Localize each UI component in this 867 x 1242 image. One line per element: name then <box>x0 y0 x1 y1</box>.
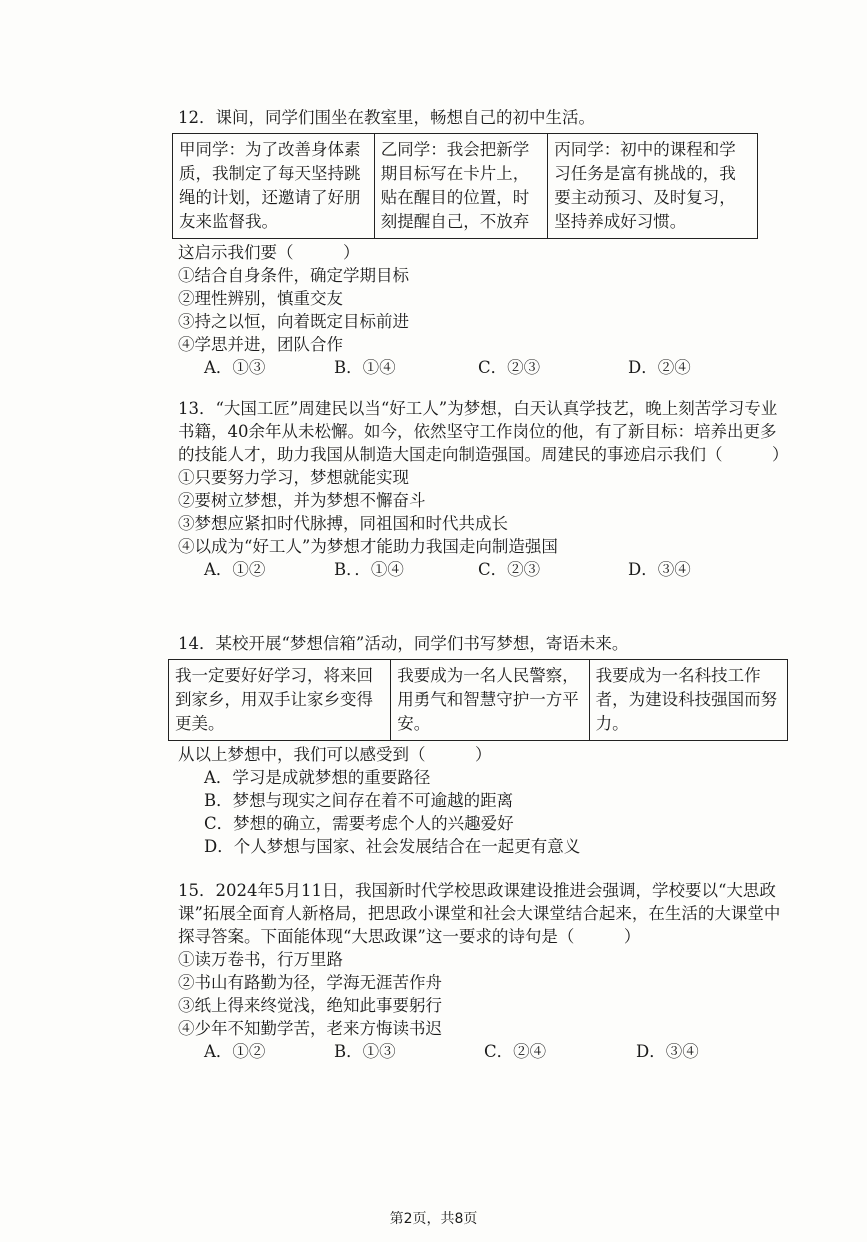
question-15 <box>178 879 788 1063</box>
question-12-table <box>172 133 758 239</box>
question-12-choices <box>178 356 788 379</box>
choice-d[interactable]: D．③④ <box>628 560 691 579</box>
table-cell: 乙同学：我会把新学期目标写在卡片上，贴在醒目的位置，时刻提醒自己，不放弃 <box>374 134 548 239</box>
question-15-choices <box>178 1040 788 1063</box>
choice-d[interactable]: D．②④ <box>628 358 691 377</box>
question-14-options <box>178 766 788 858</box>
table-cell: 我一定要好好学习，将来回到家乡，用双手让家乡变得更美。 <box>169 660 391 741</box>
choice-d[interactable]: D．个人梦想与国家、社会发展结合在一起更有意义 <box>204 837 581 856</box>
choice-b[interactable]: B．①③ <box>334 1042 396 1061</box>
table-cell: 我要成为一名人民警察，用勇气和智慧守护一方平安。 <box>391 660 589 741</box>
question-12 <box>178 106 788 379</box>
table-cell: 我要成为一名科技工作者，为建设科技强国而努力。 <box>589 660 787 741</box>
statement-item: ②书山有路勤为径，学海无涯苦作舟 <box>178 973 442 992</box>
statement-item: ③纸上得来终觉浅，绝知此事要躬行 <box>178 996 442 1015</box>
choice-c[interactable]: C．②④ <box>484 1042 547 1061</box>
statement-item: ①读万卷书，行万里路 <box>178 950 343 969</box>
statement-item: ③持之以恒，向着既定目标前进 <box>178 312 409 331</box>
statement-item: ②理性辨别，慎重交友 <box>178 289 343 308</box>
choice-a[interactable]: A．①③ <box>204 358 266 377</box>
question-14-table <box>168 659 788 741</box>
statement-item: ④学思并进，团队合作 <box>178 335 343 354</box>
question-14-stem: 14．某校开展“梦想信箱”活动，同学们书写梦想，寄语未来。 <box>178 634 629 653</box>
table-cell: 丙同学：初中的课程和学习任务是富有挑战的，我要主动预习、及时复习，坚持养成好习惯。 <box>548 134 758 239</box>
choice-a[interactable]: A．学习是成就梦想的重要路径 <box>204 768 431 787</box>
choice-b[interactable]: B．梦想与现实之间存在着不可逾越的距离 <box>204 791 514 810</box>
statement-item: ②要树立梦想，并为梦想不懈奋斗 <box>178 491 426 510</box>
statement-item: ①结合自身条件，确定学期目标 <box>178 266 409 285</box>
question-13-choices <box>178 558 788 581</box>
statement-item: ④以成为“好工人”为梦想才能助力我国走向制造强国 <box>178 537 558 556</box>
statement-item: ③梦想应紧扣时代脉搏，同祖国和时代共成长 <box>178 514 508 533</box>
table-cell: 甲同学：为了改善身体素质，我制定了每天坚持跳绳的计划，还邀请了好朋友来监督我。 <box>173 134 375 239</box>
question-14-prompt: 从以上梦想中，我们可以感受到（ ） <box>178 745 492 764</box>
choice-b[interactable]: B．．①④ <box>334 560 404 579</box>
question-14 <box>175 632 788 858</box>
statement-item: ④少年不知勤学苦，老来方悔读书迟 <box>178 1019 442 1038</box>
choice-c[interactable]: C．②③ <box>478 358 541 377</box>
choice-c[interactable]: C．梦想的确立，需要考虑个人的兴趣爱好 <box>204 814 514 833</box>
question-13-stem: 13．“大国工匠”周建民以当“好工人”为梦想，白天认真学技艺，晚上刻苦学习专业书籍，40余年从未松懈。如今，依然坚守工作岗位的他，有了新目标：培养出更多的技能人才，助力我国从制造大国走向制造强国。周建民的事迹启示我们（ ） <box>178 399 789 464</box>
choice-a[interactable]: A．①② <box>204 560 266 579</box>
choice-d[interactable]: D．③④ <box>636 1042 699 1061</box>
choice-a[interactable]: A．①② <box>204 1042 266 1061</box>
statement-item: ①只要努力学习，梦想就能实现 <box>178 468 409 487</box>
choice-b[interactable]: B．①④ <box>334 358 396 377</box>
choice-c[interactable]: C．②③ <box>478 560 541 579</box>
page-number: 第2页，共8页 <box>389 1211 478 1227</box>
question-13 <box>178 397 788 581</box>
question-15-stem: 15．2024年5月11日，我国新时代学校思政课建设推进会强调，学校要以“大思政课”拓展全面育人新格局，把思政小课堂和社会大课堂结合起来，在生活的大课堂中探寻答案。下面能体现“大思政课”这一要求的诗句是（ ） <box>178 881 781 946</box>
question-12-prompt: 这启示我们要（ ） <box>178 243 360 262</box>
question-12-stem: 12．课间，同学们围坐在教室里，畅想自己的初中生活。 <box>178 108 595 127</box>
